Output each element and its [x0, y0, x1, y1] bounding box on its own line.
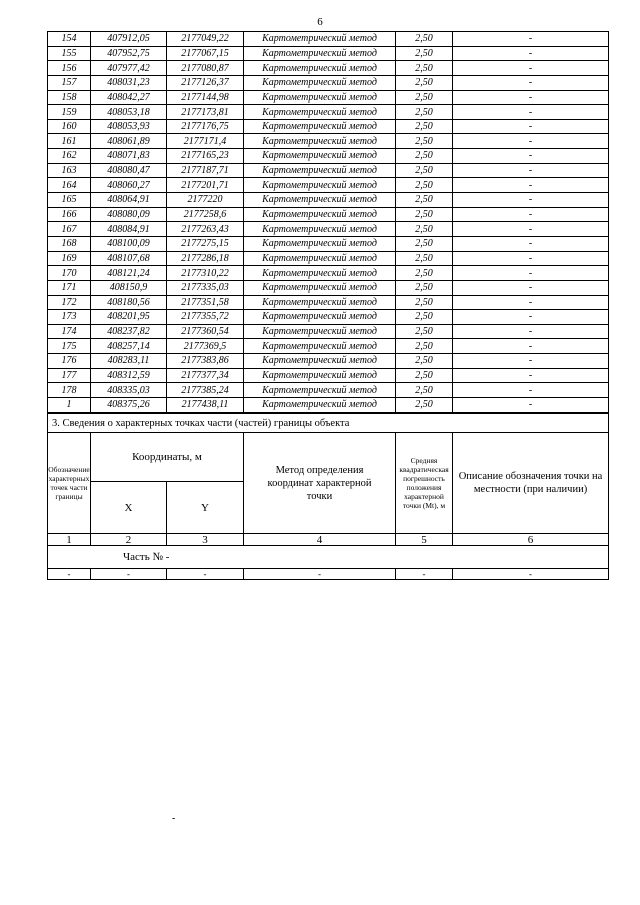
description: -	[453, 119, 609, 134]
coord-x: 408060,27	[91, 178, 167, 193]
table-row	[48, 119, 609, 134]
coord-x: 408201,95	[91, 310, 167, 325]
description: -	[453, 310, 609, 325]
coord-y: 2177385,24	[167, 383, 244, 398]
point-number: 169	[48, 251, 91, 266]
coord-y: 2177258,6	[167, 207, 244, 222]
coord-y: 2177351,58	[167, 295, 244, 310]
description: -	[453, 368, 609, 383]
empty-cell: -	[48, 569, 91, 580]
point-number: 157	[48, 75, 91, 90]
table-row	[48, 134, 609, 149]
accuracy: 2,50	[396, 105, 453, 120]
table-row	[48, 207, 609, 222]
description: -	[453, 339, 609, 354]
method: Картометрический метод	[244, 222, 396, 237]
table-row	[48, 354, 609, 369]
header-x: X	[91, 482, 167, 534]
empty-row	[48, 569, 609, 580]
point-number: 164	[48, 178, 91, 193]
col-number: 1	[48, 534, 91, 546]
accuracy: 2,50	[396, 310, 453, 325]
coord-y: 2177144,98	[167, 90, 244, 105]
accuracy: 2,50	[396, 251, 453, 266]
coord-y: 2177049,22	[167, 32, 244, 47]
empty-cell: -	[91, 569, 167, 580]
table-row	[48, 251, 609, 266]
description: -	[453, 75, 609, 90]
method: Картометрический метод	[244, 236, 396, 251]
coord-y: 2177286,18	[167, 251, 244, 266]
table-row	[48, 266, 609, 281]
coord-y: 2177263,43	[167, 222, 244, 237]
header-y: Y	[167, 482, 244, 534]
method: Картометрический метод	[244, 134, 396, 149]
method: Картометрический метод	[244, 119, 396, 134]
footer-dash: -	[172, 813, 176, 824]
section-3-title: 3. Сведения о характерных точках части (частей) границы объекта	[48, 414, 609, 433]
coord-y: 2177067,15	[167, 46, 244, 61]
description: -	[453, 193, 609, 208]
accuracy: 2,50	[396, 339, 453, 354]
description: -	[453, 324, 609, 339]
point-number: 177	[48, 368, 91, 383]
coord-y: 2177438,11	[167, 398, 244, 413]
coord-x: 408180,56	[91, 295, 167, 310]
coord-y: 2177369,5	[167, 339, 244, 354]
method: Картометрический метод	[244, 368, 396, 383]
table-row	[48, 105, 609, 120]
coord-x: 408283,11	[91, 354, 167, 369]
point-number: 175	[48, 339, 91, 354]
coord-y: 2177335,03	[167, 280, 244, 295]
col-number: 5	[396, 534, 453, 546]
point-number: 160	[48, 119, 91, 134]
table-row	[48, 222, 609, 237]
empty-cell: -	[167, 569, 244, 580]
coord-y: 2177360,54	[167, 324, 244, 339]
accuracy: 2,50	[396, 354, 453, 369]
point-number: 178	[48, 383, 91, 398]
col-number: 4	[244, 534, 396, 546]
table-row	[48, 46, 609, 61]
table-row	[48, 368, 609, 383]
table-row	[48, 178, 609, 193]
coord-x: 408061,89	[91, 134, 167, 149]
column-numbers-row	[48, 534, 609, 546]
description: -	[453, 236, 609, 251]
coord-x: 408312,59	[91, 368, 167, 383]
page-number: 6	[317, 16, 323, 28]
method: Картометрический метод	[244, 105, 396, 120]
point-number: 166	[48, 207, 91, 222]
point-number: 156	[48, 61, 91, 76]
method: Картометрический метод	[244, 310, 396, 325]
method: Картометрический метод	[244, 46, 396, 61]
table-row	[48, 280, 609, 295]
coord-x: 408084,91	[91, 222, 167, 237]
point-number: 168	[48, 236, 91, 251]
coord-y: 2177176,75	[167, 119, 244, 134]
table-row	[48, 398, 609, 413]
point-number: 161	[48, 134, 91, 149]
col-number: 3	[167, 534, 244, 546]
table-row	[48, 149, 609, 164]
description: -	[453, 295, 609, 310]
coord-x: 408100,09	[91, 236, 167, 251]
accuracy: 2,50	[396, 383, 453, 398]
point-number: 155	[48, 46, 91, 61]
empty-cell: -	[244, 569, 396, 580]
table-row	[48, 324, 609, 339]
point-number: 165	[48, 193, 91, 208]
accuracy: 2,50	[396, 149, 453, 164]
accuracy: 2,50	[396, 368, 453, 383]
point-number: 163	[48, 163, 91, 178]
accuracy: 2,50	[396, 75, 453, 90]
coord-y: 2177355,72	[167, 310, 244, 325]
header-method: Метод определения координат характерной точки	[244, 433, 396, 534]
point-number: 158	[48, 90, 91, 105]
description: -	[453, 398, 609, 413]
accuracy: 2,50	[396, 119, 453, 134]
coord-y: 2177377,34	[167, 368, 244, 383]
accuracy: 2,50	[396, 280, 453, 295]
description: -	[453, 207, 609, 222]
table-row	[48, 75, 609, 90]
method: Картометрический метод	[244, 149, 396, 164]
description: -	[453, 163, 609, 178]
coord-y: 2177187,71	[167, 163, 244, 178]
part-label: Часть № -	[48, 546, 609, 569]
empty-cell: -	[396, 569, 453, 580]
coord-x: 408031,23	[91, 75, 167, 90]
coord-x: 407912,05	[91, 32, 167, 47]
table-row	[48, 383, 609, 398]
method: Картометрический метод	[244, 251, 396, 266]
method: Картометрический метод	[244, 207, 396, 222]
method: Картометрический метод	[244, 61, 396, 76]
method: Картометрический метод	[244, 32, 396, 47]
method: Картометрический метод	[244, 354, 396, 369]
method: Картометрический метод	[244, 90, 396, 105]
method: Картометрический метод	[244, 339, 396, 354]
table-row	[48, 236, 609, 251]
method: Картометрический метод	[244, 193, 396, 208]
coord-x: 408064,91	[91, 193, 167, 208]
coord-y: 2177383,86	[167, 354, 244, 369]
header-coordinates: Координаты, м	[91, 433, 244, 482]
table-row	[48, 32, 609, 47]
empty-cell: -	[453, 569, 609, 580]
description: -	[453, 251, 609, 266]
header-accuracy: Средняя квадратическая погрешность положения характерной точки (Mt), м	[396, 433, 453, 534]
accuracy: 2,50	[396, 32, 453, 47]
coord-x: 408071,83	[91, 149, 167, 164]
method: Картометрический метод	[244, 163, 396, 178]
accuracy: 2,50	[396, 61, 453, 76]
coord-y: 2177220	[167, 193, 244, 208]
point-number: 1	[48, 398, 91, 413]
boundary-points-table	[47, 31, 609, 413]
point-number: 159	[48, 105, 91, 120]
point-number: 167	[48, 222, 91, 237]
accuracy: 2,50	[396, 222, 453, 237]
table-row	[48, 61, 609, 76]
coord-x: 408080,09	[91, 207, 167, 222]
description: -	[453, 383, 609, 398]
method: Картометрический метод	[244, 398, 396, 413]
coord-x: 408042,27	[91, 90, 167, 105]
col-number: 2	[91, 534, 167, 546]
coord-y: 2177171,4	[167, 134, 244, 149]
table-row	[48, 295, 609, 310]
coord-y: 2177310,22	[167, 266, 244, 281]
coord-x: 407952,75	[91, 46, 167, 61]
table-row	[48, 193, 609, 208]
coord-x: 408150,9	[91, 280, 167, 295]
accuracy: 2,50	[396, 398, 453, 413]
coord-y: 2177126,37	[167, 75, 244, 90]
accuracy: 2,50	[396, 163, 453, 178]
description: -	[453, 90, 609, 105]
description: -	[453, 178, 609, 193]
method: Картометрический метод	[244, 324, 396, 339]
header-description: Описание обозначения точки на местности (при наличии)	[453, 433, 609, 534]
accuracy: 2,50	[396, 178, 453, 193]
table-row	[48, 339, 609, 354]
table-row	[48, 90, 609, 105]
coord-x: 407977,42	[91, 61, 167, 76]
description: -	[453, 149, 609, 164]
coord-x: 408080,47	[91, 163, 167, 178]
method: Картометрический метод	[244, 178, 396, 193]
description: -	[453, 354, 609, 369]
coord-y: 2177275,15	[167, 236, 244, 251]
description: -	[453, 266, 609, 281]
point-number: 162	[48, 149, 91, 164]
method: Картометрический метод	[244, 266, 396, 281]
description: -	[453, 46, 609, 61]
coord-y: 2177173,81	[167, 105, 244, 120]
accuracy: 2,50	[396, 324, 453, 339]
point-number: 172	[48, 295, 91, 310]
accuracy: 2,50	[396, 46, 453, 61]
table-row	[48, 163, 609, 178]
part-boundary-points-table	[47, 413, 609, 580]
accuracy: 2,50	[396, 295, 453, 310]
point-number: 174	[48, 324, 91, 339]
description: -	[453, 134, 609, 149]
col-number: 6	[453, 534, 609, 546]
table-row	[48, 310, 609, 325]
description: -	[453, 105, 609, 120]
coord-x: 408053,18	[91, 105, 167, 120]
coord-x: 408375,26	[91, 398, 167, 413]
coord-x: 408237,82	[91, 324, 167, 339]
coord-x: 408121,24	[91, 266, 167, 281]
coord-y: 2177080,87	[167, 61, 244, 76]
point-number: 154	[48, 32, 91, 47]
accuracy: 2,50	[396, 236, 453, 251]
coord-x: 408107,68	[91, 251, 167, 266]
description: -	[453, 32, 609, 47]
point-number: 171	[48, 280, 91, 295]
method: Картометрический метод	[244, 75, 396, 90]
point-number: 176	[48, 354, 91, 369]
coord-y: 2177165,23	[167, 149, 244, 164]
coord-x: 408257,14	[91, 339, 167, 354]
description: -	[453, 61, 609, 76]
accuracy: 2,50	[396, 266, 453, 281]
accuracy: 2,50	[396, 134, 453, 149]
method: Картометрический метод	[244, 295, 396, 310]
method: Картометрический метод	[244, 383, 396, 398]
accuracy: 2,50	[396, 90, 453, 105]
description: -	[453, 280, 609, 295]
coord-x: 408335,03	[91, 383, 167, 398]
accuracy: 2,50	[396, 193, 453, 208]
method: Картометрический метод	[244, 280, 396, 295]
coord-y: 2177201,71	[167, 178, 244, 193]
description: -	[453, 222, 609, 237]
accuracy: 2,50	[396, 207, 453, 222]
header-designation: Обозначение характерных точек части границы	[48, 433, 91, 534]
coord-x: 408053,93	[91, 119, 167, 134]
point-number: 173	[48, 310, 91, 325]
point-number: 170	[48, 266, 91, 281]
